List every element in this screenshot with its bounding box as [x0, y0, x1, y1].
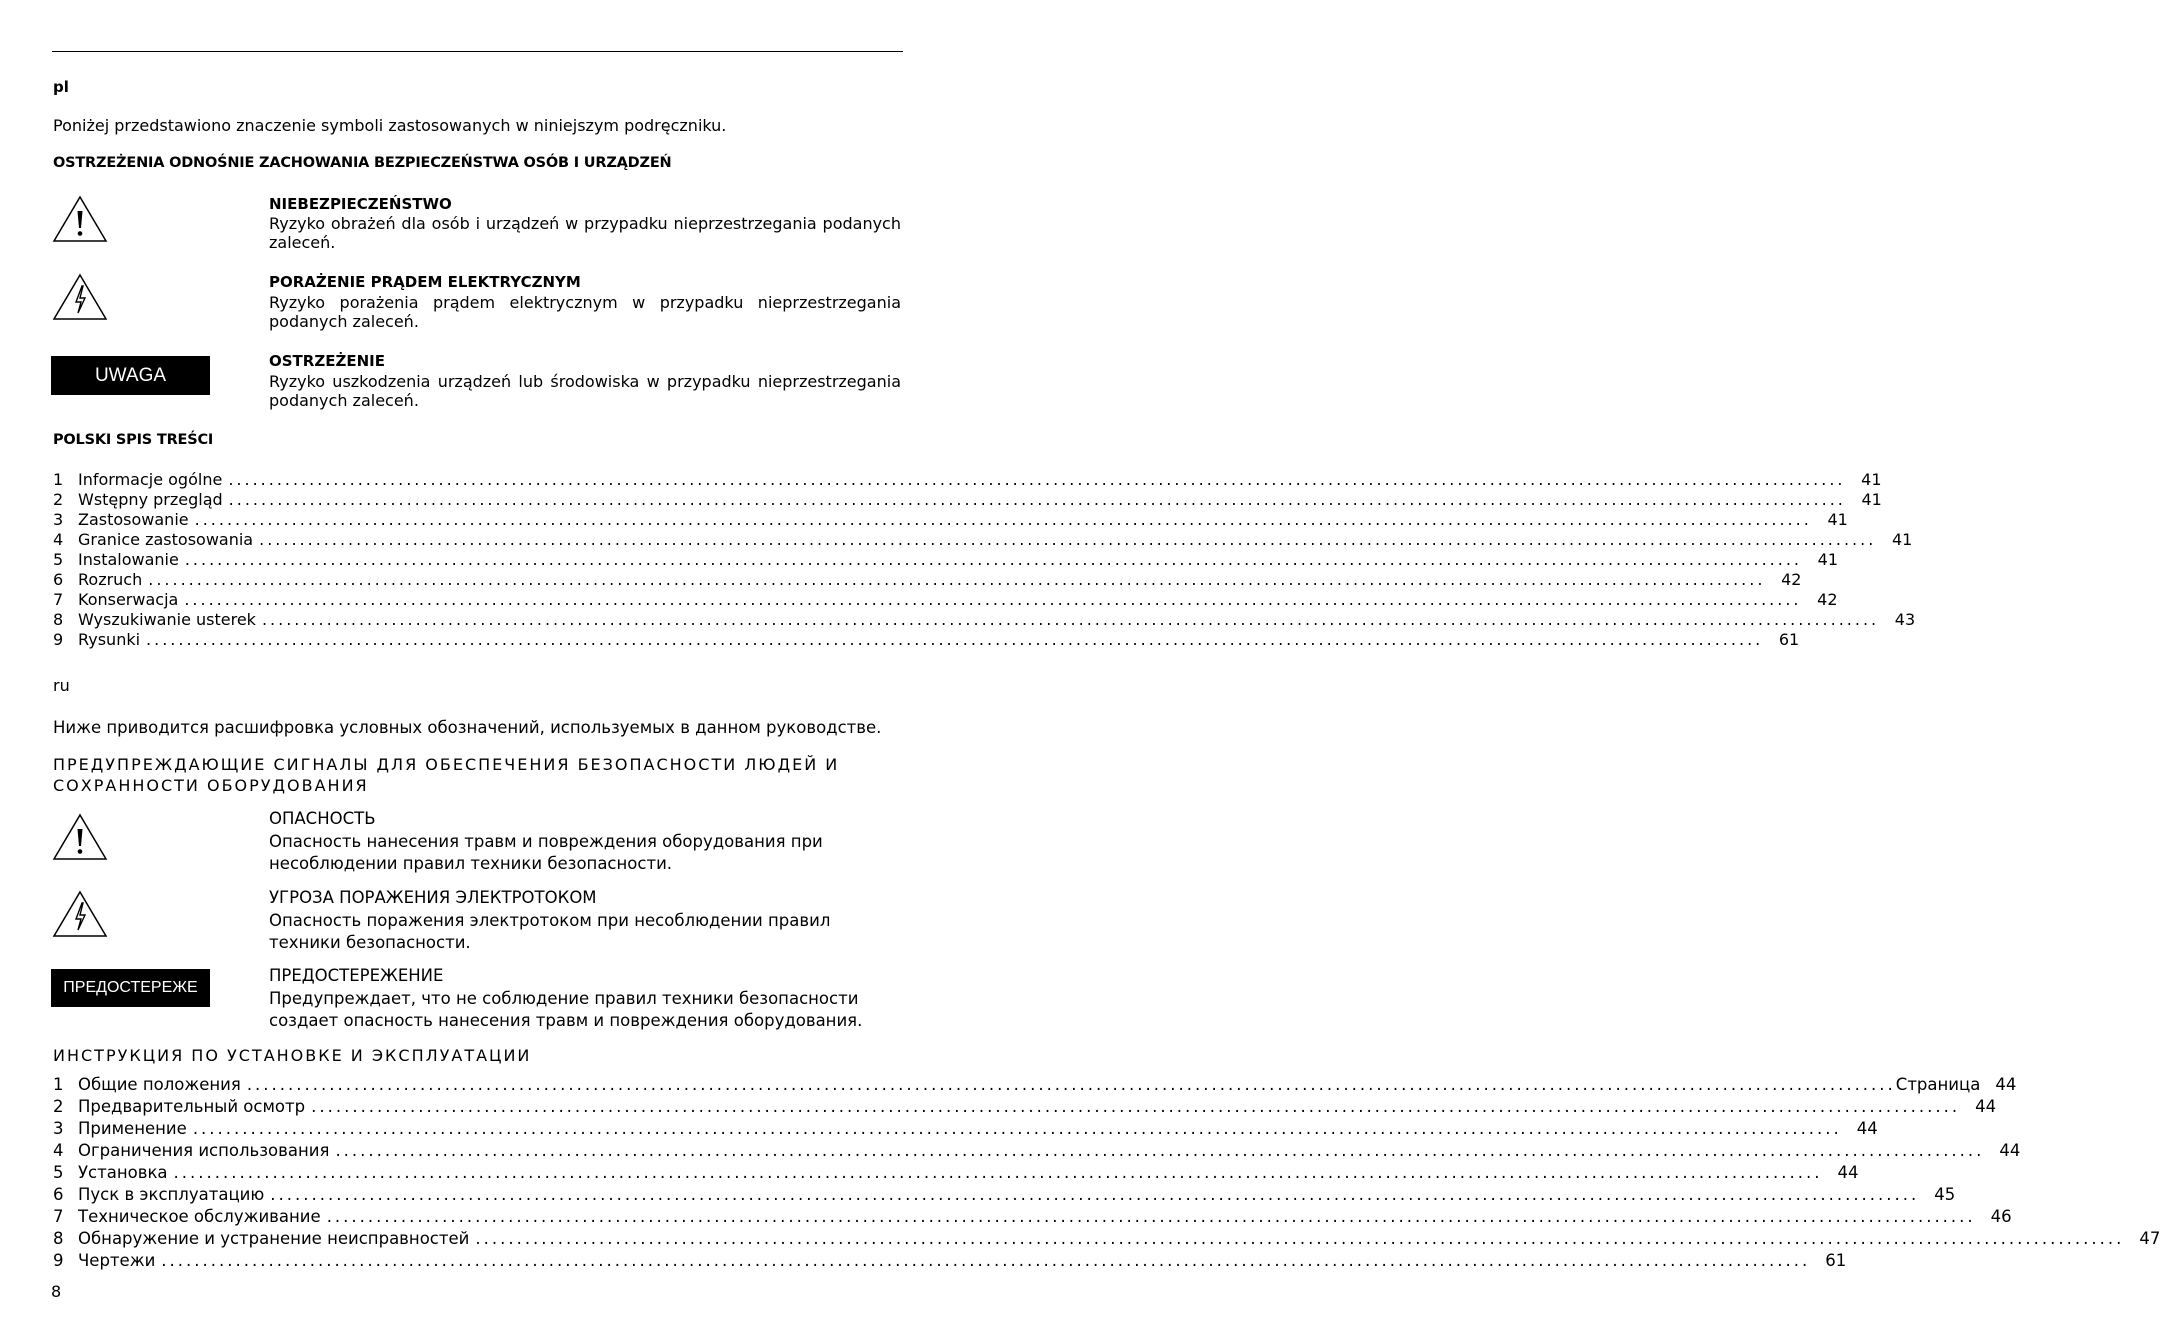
symbol-desc-warning-pl: Ryzyko uszkodzenia urządzeń lub środowiska w przypadku nieprzestrzegania podanych zaleceń. — [269, 372, 901, 410]
toc-row — [53, 509, 1848, 529]
toc-row — [53, 589, 1838, 609]
toc-num: 2 — [53, 1097, 64, 1116]
toc-leader-dots: ........................................................................................................................................................................................................ — [194, 510, 1812, 529]
toc-page: 61 — [1825, 1251, 1847, 1270]
toc-page: 41 — [1861, 470, 1882, 489]
toc-row — [53, 1160, 1859, 1182]
uwaga-badge: UWAGA — [51, 356, 210, 395]
toc-row — [53, 629, 1800, 649]
toc-leader-dots: ........................................................................................................................................................................................................ — [184, 550, 1803, 569]
toc-leader-dots: ........................................................................................................................................................................................................ — [184, 590, 1802, 609]
symbol-title-caution-ru: ПРЕДОСТЕРЕЖЕНИЕ — [269, 966, 444, 985]
toc-leader-dots: ........................................................................................................................................................................................................ — [228, 490, 1846, 509]
toc-num: 1 — [53, 470, 64, 489]
toc-leader-dots: ........................................................................................................................................................................................................ — [261, 610, 1880, 629]
toc-label: Instalowanie — [78, 550, 179, 569]
toc-label: Zastosowanie — [78, 510, 189, 529]
warning-triangle-exclamation-icon — [52, 195, 108, 243]
toc-leader-dots: ........................................................................................................................................................................................................ — [146, 630, 1764, 649]
toc-page-word: Страница — [1895, 1075, 1981, 1094]
symbol-title-danger-pl: NIEBEZPIECZEŃSTWO — [269, 195, 452, 213]
warnings-heading-ru-line2: СОХРАННОСТИ ОБОРУДОВАНИЯ — [53, 776, 369, 795]
toc-row — [53, 549, 1839, 569]
toc-page: 61 — [1778, 630, 1800, 649]
top-rule — [52, 51, 903, 52]
toc-num: 4 — [53, 530, 64, 549]
toc-page: 44 — [1837, 1163, 1859, 1182]
toc-row — [53, 1116, 1878, 1138]
toc-num: 6 — [53, 570, 64, 589]
toc-page: 41 — [1827, 510, 1848, 529]
toc-page: 44 — [1995, 1075, 2017, 1094]
toc-num: 9 — [53, 630, 64, 649]
toc-row — [53, 1248, 1847, 1270]
toc-leader-dots: ........................................................................................................................................................................................................ — [148, 570, 1766, 589]
toc-heading-ru: ИНСТРУКЦИЯ ПО УСТАНОВКЕ И ЭКСПЛУАТАЦИИ — [53, 1046, 532, 1065]
toc-label: Wstępny przegląd — [78, 490, 223, 509]
toc-num: 6 — [53, 1185, 64, 1204]
toc-leader-dots: ........................................................................................................................................................................................................ — [259, 530, 1877, 549]
intro-ru: Ниже приводится расшифровка условных обозначений, используемых в данном руководстве. — [53, 718, 882, 737]
lang-code-ru: ru — [53, 676, 70, 695]
toc-page: 42 — [1817, 590, 1838, 609]
table-of-contents-ru — [53, 1072, 2160, 1270]
toc-label: Применение — [78, 1119, 187, 1138]
symbol-title-warning-pl: OSTRZEŻENIE — [269, 352, 385, 370]
symbol-desc-caution-ru-line1: Предупреждает, что не соблюдение правил техники безопасности — [269, 989, 859, 1008]
toc-page: 46 — [1990, 1207, 2012, 1226]
toc-page: 41 — [1817, 550, 1839, 569]
toc-page: 47 — [2139, 1229, 2160, 1248]
toc-row — [53, 1182, 1956, 1204]
toc-leader-dots: ........................................................................................................................................................................................................ — [311, 1097, 1961, 1116]
table-of-contents-pl — [53, 469, 1916, 649]
symbol-desc-shock-ru-line2: техники безопасности. — [269, 933, 471, 952]
toc-row — [53, 469, 1882, 489]
toc-num: 1 — [53, 1075, 64, 1094]
toc-page: 44 — [1999, 1141, 2021, 1160]
toc-leader-dots: ........................................................................................................................................................................................................ — [335, 1141, 1985, 1160]
toc-row — [53, 489, 1882, 509]
intro-pl: Poniżej przedstawiono znaczenie symboli zastosowanych w niniejszym podręczniku. — [53, 116, 727, 135]
toc-num: 3 — [53, 510, 64, 529]
symbol-title-danger-ru: ОПАСНОСТЬ — [269, 809, 376, 828]
toc-row — [53, 1204, 2012, 1226]
toc-label: Предварительный осмотр — [78, 1097, 306, 1116]
toc-num: 8 — [53, 1229, 64, 1248]
toc-row — [53, 1072, 2017, 1094]
toc-leader-dots: ........................................................................................................................................................................................................ — [192, 1119, 1842, 1138]
toc-label: Общие положения — [78, 1075, 241, 1094]
toc-leader-dots: ........................................................................................................................................................................................................ — [173, 1163, 1823, 1182]
predosterezhe-badge: ПРЕДОСТЕРЕЖЕ — [51, 969, 210, 1007]
toc-label: Wyszukiwanie usterek — [78, 610, 256, 629]
toc-leader-dots: ........................................................................................................................................................................................................ — [228, 470, 1846, 489]
symbol-desc-shock-pl: Ryzyko porażenia prądem elektrycznym w przypadku nieprzestrzegania podanych zaleceń. — [269, 293, 901, 331]
toc-leader-dots: ........................................................................................................................................................................................................ — [326, 1207, 1976, 1226]
toc-row — [53, 609, 1916, 629]
toc-num: 5 — [53, 550, 64, 569]
toc-page: 41 — [1861, 490, 1882, 509]
toc-row — [53, 569, 1802, 589]
toc-label: Konserwacja — [78, 590, 179, 609]
toc-label: Чертежи — [78, 1251, 156, 1270]
toc-num: 5 — [53, 1163, 64, 1182]
toc-num: 2 — [53, 490, 64, 509]
toc-page: 41 — [1891, 530, 1913, 549]
toc-label: Rozruch — [78, 570, 143, 589]
symbol-title-shock-ru: УГРОЗА ПОРАЖЕНИЯ ЭЛЕКТРОТОКОМ — [269, 888, 597, 907]
symbol-desc-shock-ru-line1: Опасность поражения электротоком при несоблюдении правил — [269, 911, 831, 930]
symbol-desc-caution-ru-line2: создает опасность нанесения травм и повреждения оборудования. — [269, 1011, 863, 1030]
toc-num: 4 — [53, 1141, 64, 1160]
toc-leader-dots: ........................................................................................................................................................................................................ — [246, 1075, 1896, 1094]
warnings-heading-pl: OSTRZEŻENIA ODNOŚNIE ZACHOWANIA BEZPIECZEŃSTWA OSÓB I URZĄDZEŃ — [53, 155, 672, 171]
toc-row — [53, 529, 1913, 549]
toc-row — [53, 1138, 2021, 1160]
toc-label: Ограничения использования — [78, 1141, 330, 1160]
symbol-desc-danger-ru-line1: Опасность нанесения травм и повреждения оборудования при — [269, 832, 823, 851]
toc-page: 45 — [1934, 1185, 1956, 1204]
toc-label: Informacje ogólne — [78, 470, 223, 489]
toc-num: 7 — [53, 590, 64, 609]
symbol-desc-danger-pl: Ryzyko obrażeń dla osób i urządzeń w przypadku nieprzestrzegania podanych zaleceń. — [269, 214, 901, 252]
warnings-heading-ru-line1: ПРЕДУПРЕЖДАЮЩИЕ СИГНАЛЫ ДЛЯ ОБЕСПЕЧЕНИЯ БЕЗОПАСНОСТИ ЛЮДЕЙ И — [53, 755, 840, 774]
warning-triangle-exclamation-icon — [52, 813, 108, 861]
toc-num: 8 — [53, 610, 64, 629]
toc-page: 44 — [1856, 1119, 1878, 1138]
toc-label: Установка — [78, 1163, 168, 1182]
toc-label: Обнаружение и устранение неисправностей — [78, 1229, 470, 1248]
toc-label: Rysunki — [78, 630, 141, 649]
toc-label: Пуск в эксплуатацию — [78, 1185, 265, 1204]
lang-code-pl: pl — [53, 78, 69, 96]
electric-shock-triangle-icon — [52, 273, 108, 321]
toc-num: 3 — [53, 1119, 64, 1138]
electric-shock-triangle-icon — [52, 890, 108, 938]
toc-label: Техническое обслуживание — [78, 1207, 321, 1226]
toc-row — [53, 1226, 2160, 1248]
symbol-title-shock-pl: PORAŻENIE PRĄDEM ELEKTRYCZNYM — [269, 273, 581, 291]
toc-leader-dots: ........................................................................................................................................................................................................ — [270, 1185, 1920, 1204]
toc-heading-pl: POLSKI SPIS TREŚCI — [53, 432, 214, 448]
toc-num: 7 — [53, 1207, 64, 1226]
toc-page: 42 — [1781, 570, 1802, 589]
page-number: 8 — [51, 1282, 62, 1301]
toc-num: 9 — [53, 1251, 64, 1270]
toc-row — [53, 1094, 1997, 1116]
toc-label: Granice zastosowania — [78, 530, 254, 549]
toc-page: 43 — [1894, 610, 1916, 629]
toc-leader-dots: ........................................................................................................................................................................................................ — [161, 1251, 1811, 1270]
toc-page: 44 — [1975, 1097, 1997, 1116]
toc-leader-dots: ........................................................................................................................................................................................................ — [475, 1229, 2125, 1248]
symbol-desc-danger-ru-line2: несоблюдении правил техники безопасности. — [269, 854, 673, 873]
